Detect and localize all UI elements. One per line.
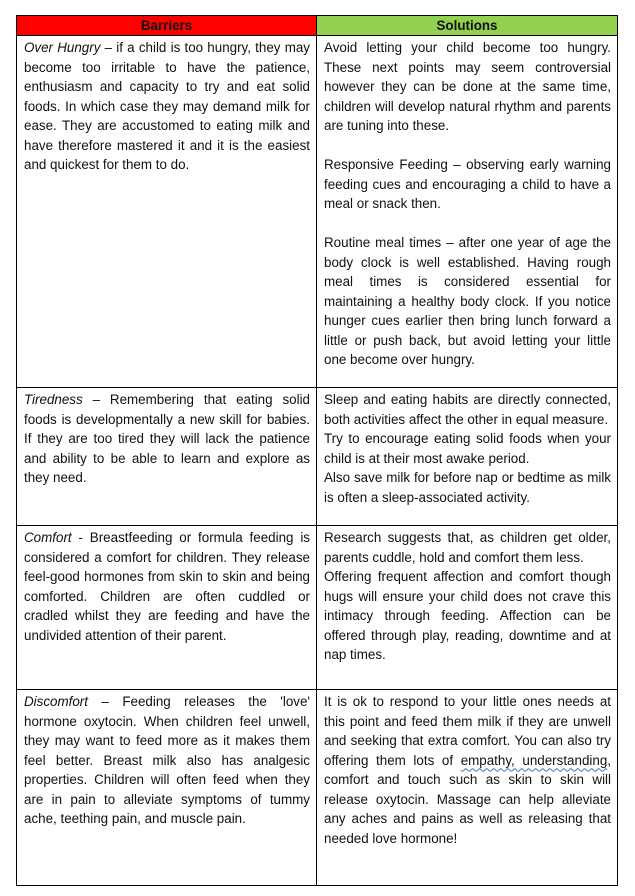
- solution-paragraph: Avoid letting your child become too hungry. These next points may seem controversial however they can be done at the same time, children will develop natural rhythm and parents are tuning into these.: [324, 40, 611, 133]
- solutions-header: Solutions: [317, 16, 618, 36]
- barrier-text: – Feeding releases the 'love' hormone oxytocin. When children feel unwell, they may want to feed more as it makes them feel better. Breast milk also has analgesic properties. Children will often feed when they are in pain to alleviate symptoms of tummy ache, teething pain, and muscle pain.: [24, 694, 310, 826]
- solution-paragraph: Try to encourage eating solid foods when your child is at their most awake period.: [324, 431, 611, 466]
- barrier-text: - Breastfeeding or formula feeding is considered a comfort for children. They release feel-good hormones from skin to skin and being comforted. Children are often cuddled or cradled whilst they are feeding and have the undivided attention of their parent.: [24, 530, 310, 643]
- table-row: [17, 36, 618, 388]
- solution-cell: [317, 690, 618, 886]
- barrier-term: Tiredness: [24, 392, 83, 407]
- barrier-cell: [17, 526, 317, 690]
- solution-cell: [317, 388, 618, 526]
- solution-paragraph: Sleep and eating habits are directly connected, both activities affect the other in equal measure.: [324, 392, 611, 427]
- solution-paragraph: Also save milk for before nap or bedtime as milk is often a sleep-associated activity.: [324, 470, 611, 505]
- barriers-header: Barriers: [17, 16, 317, 36]
- solution-paragraph: Responsive Feeding – observing early warning feeding cues and encouraging a child to have a meal or snack then.: [324, 157, 611, 211]
- barrier-text: – Remembering that eating solid foods is developmentally a new skill for babies. If they are too tired they will lack the patience and ability to be able to learn and explore as they need.: [24, 392, 310, 485]
- barrier-term: Over Hungry: [24, 40, 101, 55]
- barrier-cell: [17, 36, 317, 388]
- solution-cell: [317, 526, 618, 690]
- solution-cell: [317, 36, 618, 388]
- table-row: [17, 526, 618, 690]
- barrier-cell: [17, 388, 317, 526]
- solution-text: , comfort and touch such as skin to skin will release oxytocin. Massage can help alleviate any aches and pains as well as releasing that needed love hormone!: [324, 752, 612, 846]
- solution-paragraph: Routine meal times – after one year of age the body clock is well established. Having rough meal times is considered essential for maintaining a healthy body clock. If you notice hunger cues earlier then bring lunch forward a little or push back, but avoid letting your little one become over hungry.: [324, 235, 611, 367]
- header-row: [17, 16, 618, 36]
- barrier-text: – if a child is too hungry, they may become too irritable to have the patience, enthusiasm and capacity to try and eat solid foods. In which case they may demand milk for ease. They are accustomed to eating milk and have therefore mastered it and it is the easiest and quickest for them to do.: [24, 40, 310, 172]
- barriers-solutions-table: [16, 15, 618, 886]
- solution-text: It is ok to respond to your little ones needs at this point and feed them milk if they are unwell and seeking that extra comfort. You can also try offering them lots of: [324, 694, 611, 768]
- barrier-term: Discomfort: [24, 694, 88, 709]
- solution-paragraph: Offering frequent affection and comfort though hugs will ensure your child does not crave this intimacy through feeding. Affection can be offered through play, reading, downtime and at nap times.: [324, 569, 611, 662]
- table-row: [17, 690, 618, 886]
- table-row: [17, 388, 618, 526]
- spellcheck-underlined-text: empathy, understanding: [460, 752, 608, 768]
- barrier-term: Comfort: [24, 530, 72, 545]
- solution-paragraph: Research suggests that, as children get older, parents cuddle, hold and comfort them less.: [324, 530, 611, 565]
- barrier-cell: [17, 690, 317, 886]
